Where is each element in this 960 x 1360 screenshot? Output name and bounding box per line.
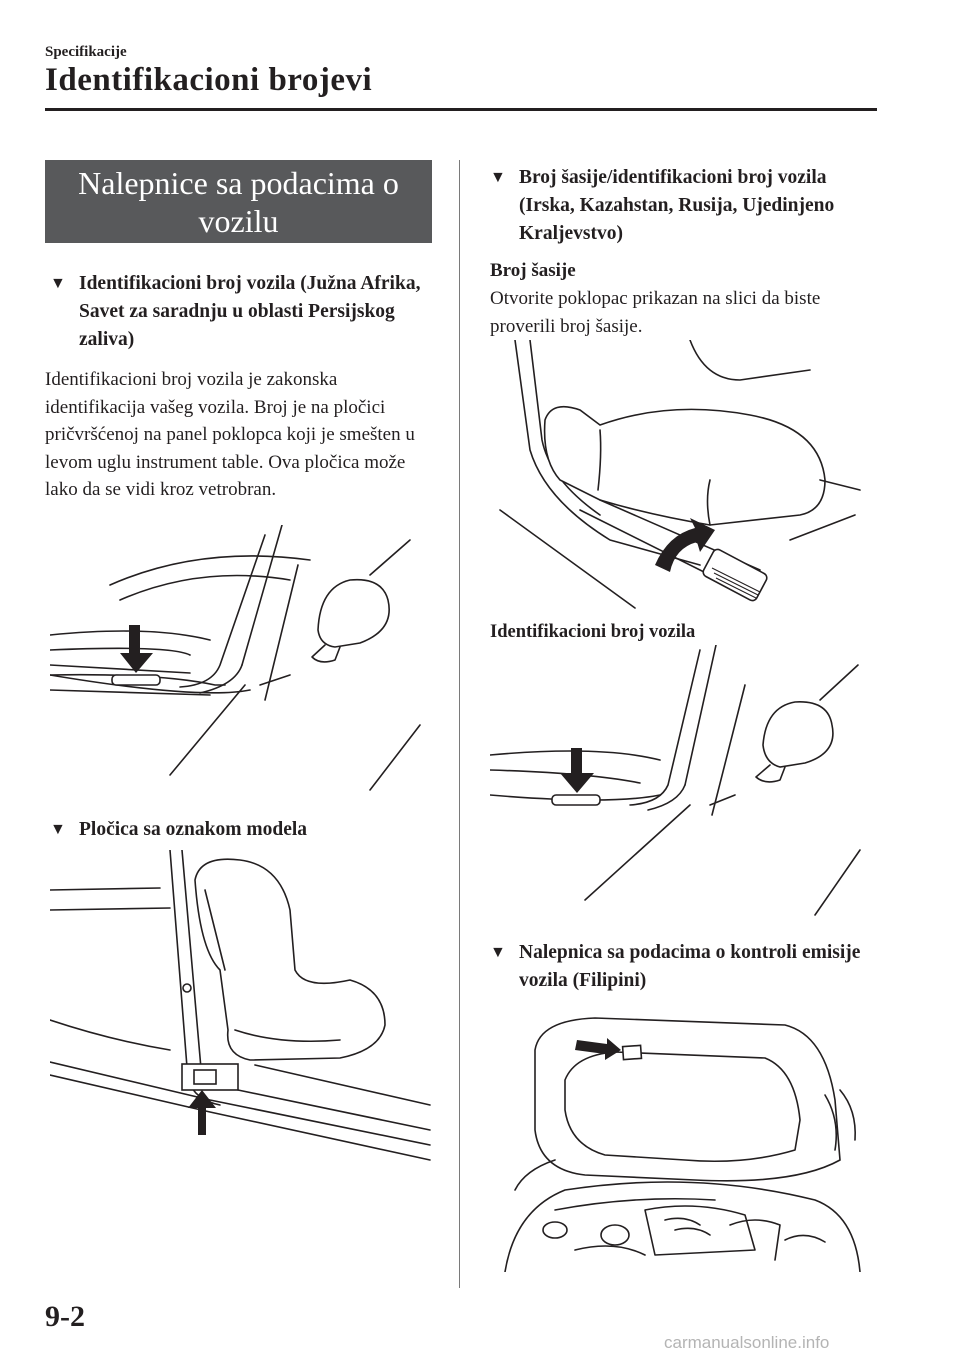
- title-rule: [45, 108, 877, 111]
- vin-caption: Identifikacioni broj vozila: [490, 622, 696, 642]
- model-plate-illustration: [50, 850, 440, 1170]
- windshield-vin-illustration: [490, 645, 880, 920]
- page-title: Identifikacioni brojevi: [45, 62, 373, 98]
- subhead-emission-label: [490, 939, 875, 995]
- chassis-instructions: Otvorite poklopac prikazan na slici da biste proverili broj šasije.: [490, 288, 821, 337]
- section-label: Specifikacije: [45, 44, 127, 60]
- subhead-text: Identifikacioni broj vozila (Južna Afrika, Savet za saradnju u oblasti Persijskog zaliva): [79, 273, 421, 350]
- subhead-model-plate: [50, 816, 440, 844]
- chassis-cover-illustration: [490, 340, 880, 610]
- subhead-vin-south-africa: [50, 270, 440, 354]
- vin-description: Identifikacioni broj vozila je zakonska identifikacija vašeg vozila. Broj je na pločici pričvršćenoj na panel poklopca koji je smešten u levom uglu instrument table. Ova pločica može lako da se vidi kroz vetrobran.: [45, 369, 415, 500]
- subhead-text: Nalepnica sa podacima o kontroli emisije vozila (Filipini): [519, 942, 861, 991]
- triangle-marker-icon: ▼: [50, 821, 66, 838]
- section-banner: Nalepnice sa podacima o vozilu: [45, 160, 432, 243]
- subhead-text: Pločica sa oznakom modela: [79, 819, 308, 840]
- triangle-marker-icon: ▼: [490, 944, 506, 961]
- column-divider: [459, 160, 460, 1288]
- triangle-marker-icon: ▼: [490, 169, 506, 186]
- triangle-marker-icon: ▼: [50, 275, 66, 292]
- windshield-vin-plate-illustration: [50, 525, 440, 800]
- watermark: carmanualsonline.info: [664, 1333, 830, 1352]
- page-number: 9-2: [45, 1300, 85, 1333]
- engine-bay-illustration: [495, 1010, 875, 1272]
- subhead-chassis-number: [490, 164, 875, 248]
- subhead-text: Broj šasije/identifikacioni broj vozila (Irska, Kazahstan, Rusija, Ujedinjeno Kraljevstvo): [519, 167, 835, 244]
- chassis-label: Broj šasije: [490, 260, 576, 281]
